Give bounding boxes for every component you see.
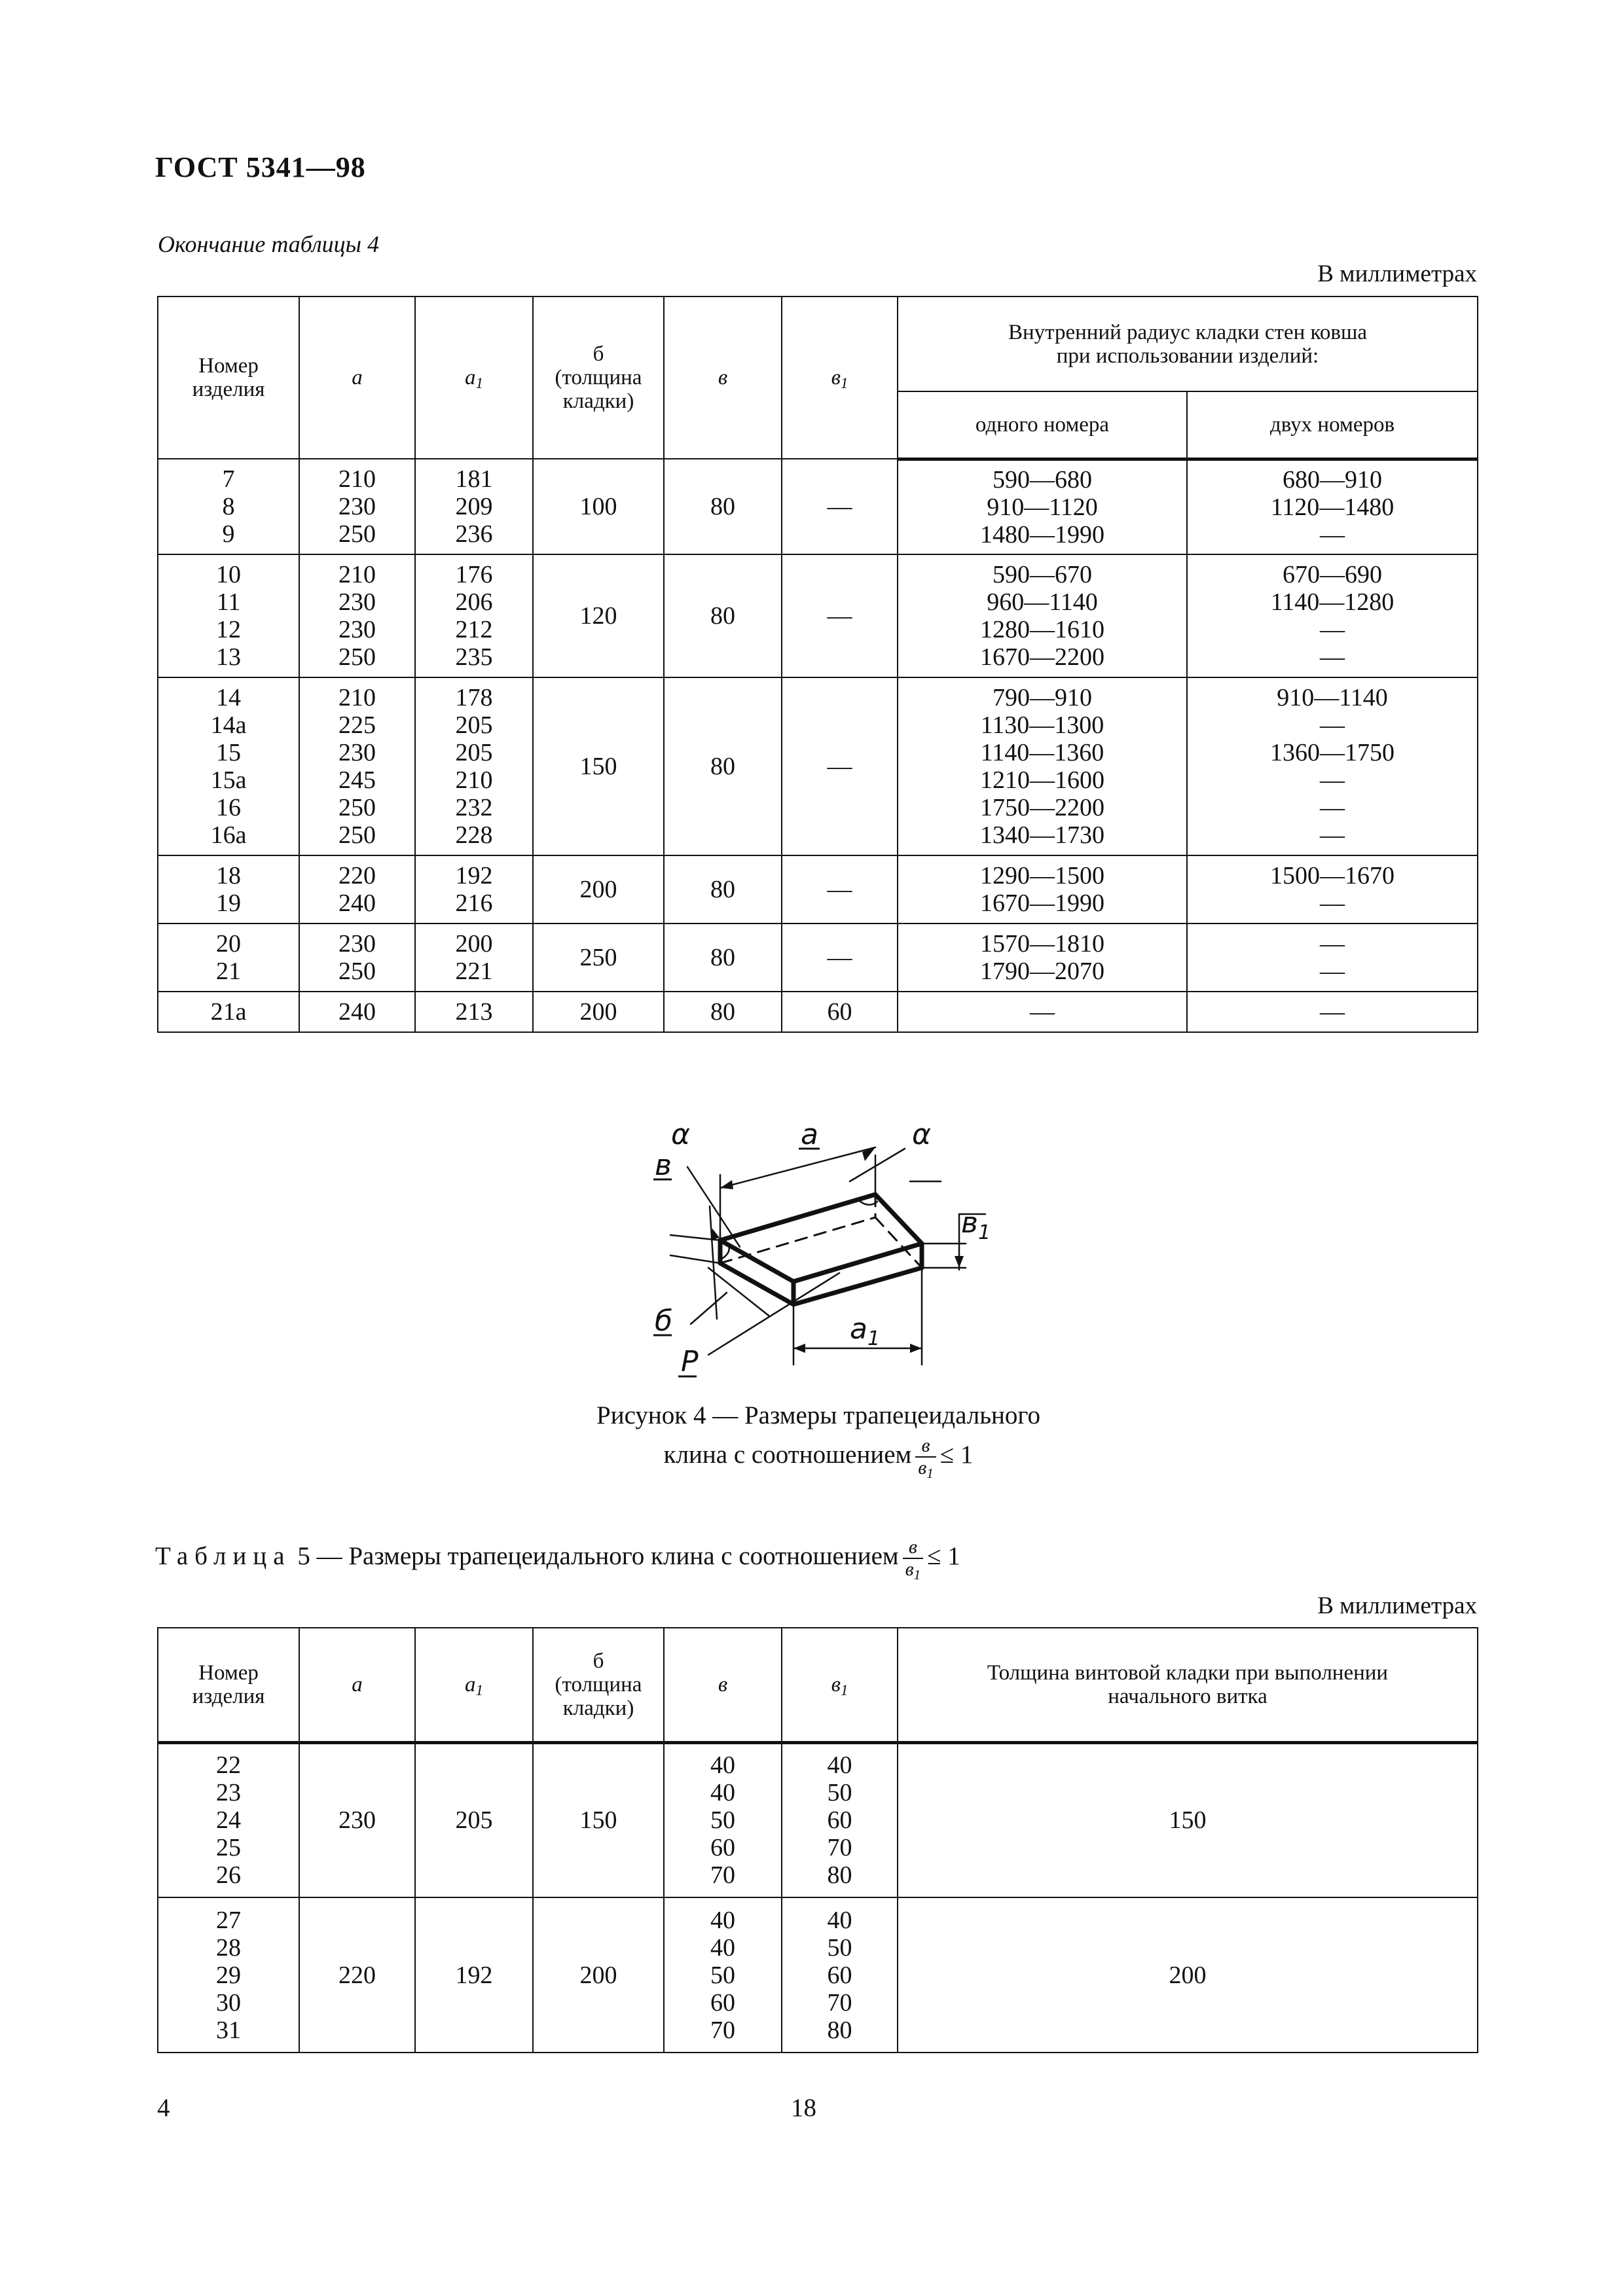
header-a1: $а_1$	[415, 1628, 533, 1742]
item-numbers: 20 21	[158, 924, 299, 992]
label-alpha-left: α	[671, 1118, 691, 1151]
cell-thickness: 200	[533, 855, 664, 924]
cell-radius-two: 680—910 1120—1480 —	[1187, 459, 1478, 554]
cell-v: 40 40 50 60 70	[664, 1897, 782, 2053]
figure-caption-line1: Рисунок 4 — Размеры трапецеидального	[596, 1401, 1040, 1429]
table-row	[158, 1897, 1478, 2053]
cell-radius-one: 590—680 910—1120 1480—1990	[898, 459, 1187, 554]
cell-v1: 40 50 60 70 80	[782, 1742, 898, 1897]
cell-radius-two: 670—690 1140—1280 — —	[1187, 554, 1478, 677]
item-numbers: 21а	[158, 992, 299, 1032]
cell-v1: —	[782, 924, 898, 992]
table-continuation-label: Окончание таблицы 4	[158, 231, 380, 257]
cell-radius-one: 590—670 960—1140 1280—1610 1670—2200	[898, 554, 1187, 677]
cell-v1: —	[782, 554, 898, 677]
standard-number: ГОСТ 5341—98	[155, 151, 366, 183]
cell-thickness: 100	[533, 459, 664, 554]
cell-spiral-thickness: 150	[898, 1742, 1478, 1897]
table-row	[158, 924, 1478, 992]
cell-v1: —	[782, 855, 898, 924]
cell-thickness: 120	[533, 554, 664, 677]
cell-a: 220 240	[299, 855, 415, 924]
table5-ratio: $\frac{в}{в_1}$	[903, 1537, 924, 1580]
table5-title: Таблица 5 — Размеры трапецеидального клина с соотношением $\frac{в}{в_1}$ ≤ 1	[155, 1536, 960, 1583]
table-row	[158, 677, 1478, 855]
figure-ratio: $\frac{в}{в_1}$	[915, 1435, 936, 1479]
table-row	[158, 855, 1478, 924]
cell-thickness: 150	[533, 1742, 664, 1897]
header-v: в	[664, 1628, 782, 1742]
item-numbers: 10 11 12 13	[158, 554, 299, 677]
cell-radius-one: —	[898, 992, 1187, 1032]
cell-radius-two: 1500—1670 —	[1187, 855, 1478, 924]
figure-caption	[458, 1396, 1178, 1482]
cell-a: 230	[299, 1742, 415, 1897]
table-row	[158, 459, 1478, 554]
cell-v1: 60	[782, 992, 898, 1032]
cell-v: 80	[664, 855, 782, 924]
item-numbers: 22 23 24 25 26	[158, 1742, 299, 1897]
cell-thickness: 150	[533, 677, 664, 855]
cell-thickness: 200	[533, 1897, 664, 2053]
header-v: в	[664, 296, 782, 459]
item-numbers: 7 8 9	[158, 459, 299, 554]
cell-thickness: 250	[533, 924, 664, 992]
cell-a1: 181 209 236	[415, 459, 533, 554]
header-a: а	[299, 296, 415, 459]
cell-a1: 200 221	[415, 924, 533, 992]
cell-a: 210 230 230 250	[299, 554, 415, 677]
cell-v: 80	[664, 459, 782, 554]
label-p: Р	[681, 1345, 699, 1378]
cell-v: 80	[664, 924, 782, 992]
arrow-heads	[711, 1147, 964, 1353]
cell-a: 210 230 250	[299, 459, 415, 554]
item-numbers: 27 28 29 30 31	[158, 1897, 299, 2053]
wedge-outline	[720, 1194, 922, 1304]
header-a1: $а_1$	[415, 296, 533, 459]
cell-a1: 178 205 205 210 232 228	[415, 677, 533, 855]
table4-unit: В миллиметрах	[1317, 260, 1477, 287]
header-radius: Внутренний радиус кладки стен ковша при использовании изделий:	[898, 296, 1478, 391]
page-number: 4	[157, 2094, 170, 2122]
table-4	[157, 296, 1478, 1033]
header-v1: $в_1$	[782, 296, 898, 459]
cell-v: 80	[664, 554, 782, 677]
item-numbers: 18 19	[158, 855, 299, 924]
table5-unit: В миллиметрах	[1317, 1592, 1477, 1619]
cell-a1: 205	[415, 1742, 533, 1897]
cell-v1: —	[782, 677, 898, 855]
header-one-number: одного номера	[898, 391, 1187, 459]
cell-radius-one: 790—910 1130—1300 1140—1360 1210—1600 1750—2200 1340—1730	[898, 677, 1187, 855]
cell-a1: 176 206 212 235	[415, 554, 533, 677]
label-v: в	[655, 1149, 672, 1182]
cell-a: 210 225 230 245 250 250	[299, 677, 415, 855]
figure-caption-line2: клина с соотношением $\frac{в}{в_1}$ ≤ 1	[663, 1435, 974, 1482]
label-a: a	[801, 1118, 818, 1151]
dimension-lines	[670, 1147, 985, 1365]
label-alpha-right: α	[912, 1118, 932, 1151]
cell-a1: 213	[415, 992, 533, 1032]
cell-spiral-thickness: 200	[898, 1897, 1478, 2053]
cell-v1: 40 50 60 70 80	[782, 1897, 898, 2053]
cell-radius-two: — —	[1187, 924, 1478, 992]
header-thickness: б (толщина кладки)	[533, 1628, 664, 1742]
cell-v1: —	[782, 459, 898, 554]
cell-radius-one: 1570—1810 1790—2070	[898, 924, 1187, 992]
header-two-numbers: двух номеров	[1187, 391, 1478, 459]
cell-a: 230 250	[299, 924, 415, 992]
header-number: Номер изделия	[158, 1628, 299, 1742]
cell-a1: 192 216	[415, 855, 533, 924]
header-number: Номер изделия	[158, 296, 299, 459]
cell-thickness: 200	[533, 992, 664, 1032]
header-thickness: б (толщина кладки)	[533, 296, 664, 459]
cell-a1: 192	[415, 1897, 533, 2053]
item-numbers: 14 14а 15 15а 16 16а	[158, 677, 299, 855]
table5-body	[158, 1742, 1478, 2053]
cell-a: 220	[299, 1897, 415, 2053]
table-row	[158, 1742, 1478, 1897]
sheet-number: 18	[791, 2094, 816, 2122]
label-v1: $в_1$	[961, 1206, 991, 1244]
cell-radius-two: —	[1187, 992, 1478, 1032]
cell-a: 240	[299, 992, 415, 1032]
header-spiral-thickness: Толщина винтовой кладки при выполнении начального витка	[898, 1628, 1478, 1742]
header-v1: $в_1$	[782, 1628, 898, 1742]
header-a: а	[299, 1628, 415, 1742]
figure-4-wedge-drawing	[629, 1116, 995, 1404]
cell-v: 80	[664, 677, 782, 855]
label-b: б	[655, 1304, 673, 1338]
cell-radius-one: 1290—1500 1670—1990	[898, 855, 1187, 924]
cell-radius-two: 910—1140 — 1360—1750 — — —	[1187, 677, 1478, 855]
table-row	[158, 554, 1478, 677]
label-a1: $а_1$	[850, 1312, 881, 1350]
cell-v: 40 40 50 60 70	[664, 1742, 782, 1897]
table-5	[157, 1627, 1478, 2053]
table4-body	[158, 459, 1478, 1032]
table-row	[158, 992, 1478, 1032]
cell-v: 80	[664, 992, 782, 1032]
